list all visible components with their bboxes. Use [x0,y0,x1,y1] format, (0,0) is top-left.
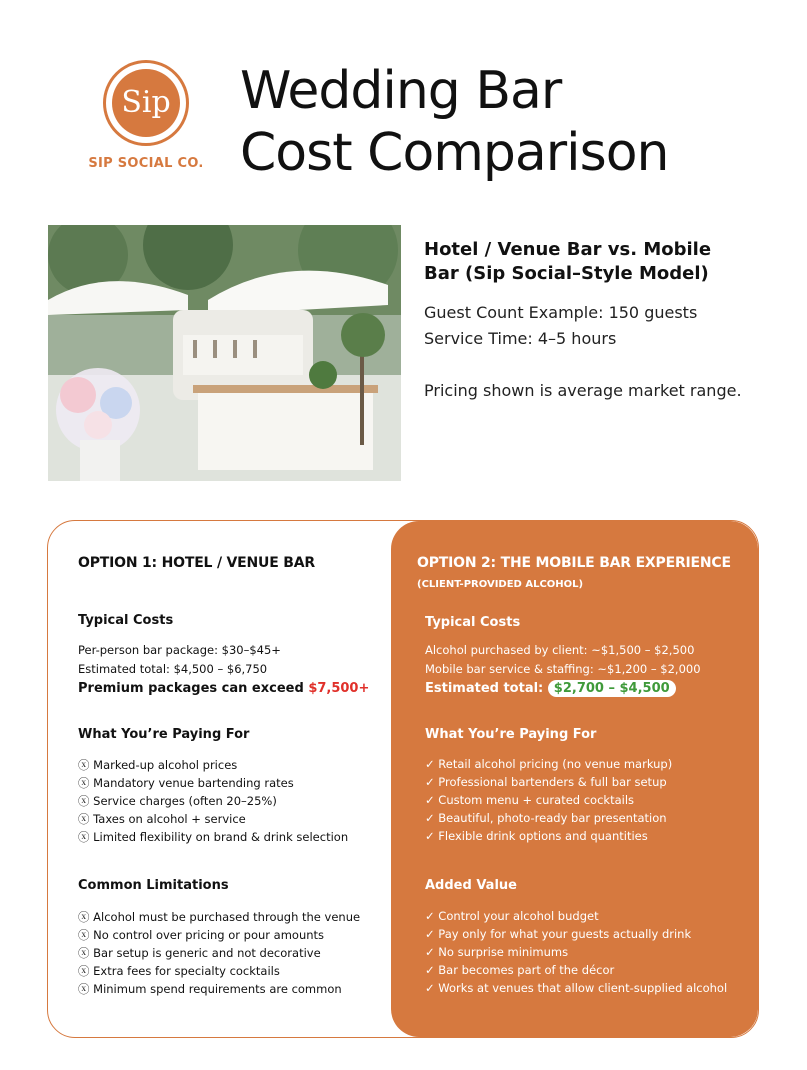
option2-value-heading: Added Value [425,878,517,893]
option2-paying-item: ✓ Retail alcohol pricing (no venue markup) [425,757,673,771]
option2-value-item: ✓ No surprise minimums [425,945,569,959]
estimated-value-badge: $2,700 – $4,500 [548,680,676,697]
premium-value: $7,500+ [308,681,370,696]
option2-cost: Mobile bar service & staffing: ~$1,200 – $2,000 [425,662,701,676]
option1-cost: Estimated total: $4,500 – $6,750 [78,662,268,676]
option2-paying-item: ✓ Flexible drink options and quantities [425,829,648,843]
option2-value-item: ✓ Bar becomes part of the décor [425,963,615,977]
option1-limit-item: ⓧ Alcohol must be purchased through the venue [78,910,361,924]
premium-label: Premium packages can exceed [78,681,309,696]
option1-paying-item: ⓧ Limited flexibility on brand & drink selection [78,830,349,844]
option1-cost: Per-person bar package: $30–$45+ [78,643,281,657]
option1-limits-heading: Common Limitations [78,878,229,893]
option1-paying-item: ⓧ Service charges (often 20–25%) [78,794,277,808]
option2-value-item: ✓ Works at venues that allow client-supplied alcohol [425,981,728,995]
comparison-card [47,520,759,1038]
logo-circle [103,60,189,146]
title-line-2: Cost Comparison [240,123,669,183]
intro-heading-line-1: Hotel / Venue Bar vs. Mobile [424,239,712,260]
intro-heading [424,238,774,286]
option1-premium [78,681,369,696]
option2-paying-item: ✓ Professional bartenders & full bar setup [425,775,667,789]
intro-heading-line-2: Bar (Sip Social–Style Model) [424,263,709,284]
option1-paying-item: ⓧ Mandatory venue bartending rates [78,776,294,790]
brand-logo [84,60,208,171]
mobile-bar-photo [48,225,401,481]
option1-paying-heading: What You’re Paying For [78,727,250,742]
logo-mark: Sip [112,69,180,137]
page-title [240,60,668,184]
option2-cost: Alcohol purchased by client: ~$1,500 – $2,500 [425,643,695,657]
title-line-1: Wedding Bar [240,61,562,121]
option2-typical-heading: Typical Costs [425,615,521,630]
option2-value-item: ✓ Pay only for what your guests actually drink [425,927,692,941]
option1-limit-item: ⓧ No control over pricing or pour amounts [78,928,325,942]
guest-count: Guest Count Example: 150 guests [424,303,698,322]
option1-limit-item: ⓧ Extra fees for specialty cocktails [78,964,280,978]
option1-column [48,521,391,1037]
option2-paying-item: ✓ Custom menu + curated cocktails [425,793,635,807]
option2-subtitle: (CLIENT-PROVIDED ALCOHOL) [417,579,584,590]
option1-typical-heading: Typical Costs [78,613,174,628]
option2-value-item: ✓ Control your alcohol budget [425,909,599,923]
intro-section [424,238,774,404]
option1-limit-item: ⓧ Minimum spend requirements are common [78,982,342,996]
option2-paying-item: ✓ Beautiful, photo-ready bar presentation [425,811,667,825]
estimated-label: Estimated total: [425,681,548,696]
photo-illustration [48,225,401,481]
option2-column [391,521,758,1037]
service-time: Service Time: 4–5 hours [424,329,617,348]
option1-title: OPTION 1: HOTEL / VENUE BAR [78,555,315,571]
brand-name: SIP SOCIAL CO. [88,156,204,171]
option2-title: OPTION 2: THE MOBILE BAR EXPERIENCE [417,555,731,571]
option2-estimated [425,681,676,696]
option1-paying-item: ⓧ Marked-up alcohol prices [78,758,238,772]
pricing-note: Pricing shown is average market range. [424,381,742,400]
option1-paying-item: ⓧ Taxes on alcohol + service [78,812,246,826]
option2-paying-heading: What You’re Paying For [425,727,597,742]
option1-limit-item: ⓧ Bar setup is generic and not decorative [78,946,321,960]
